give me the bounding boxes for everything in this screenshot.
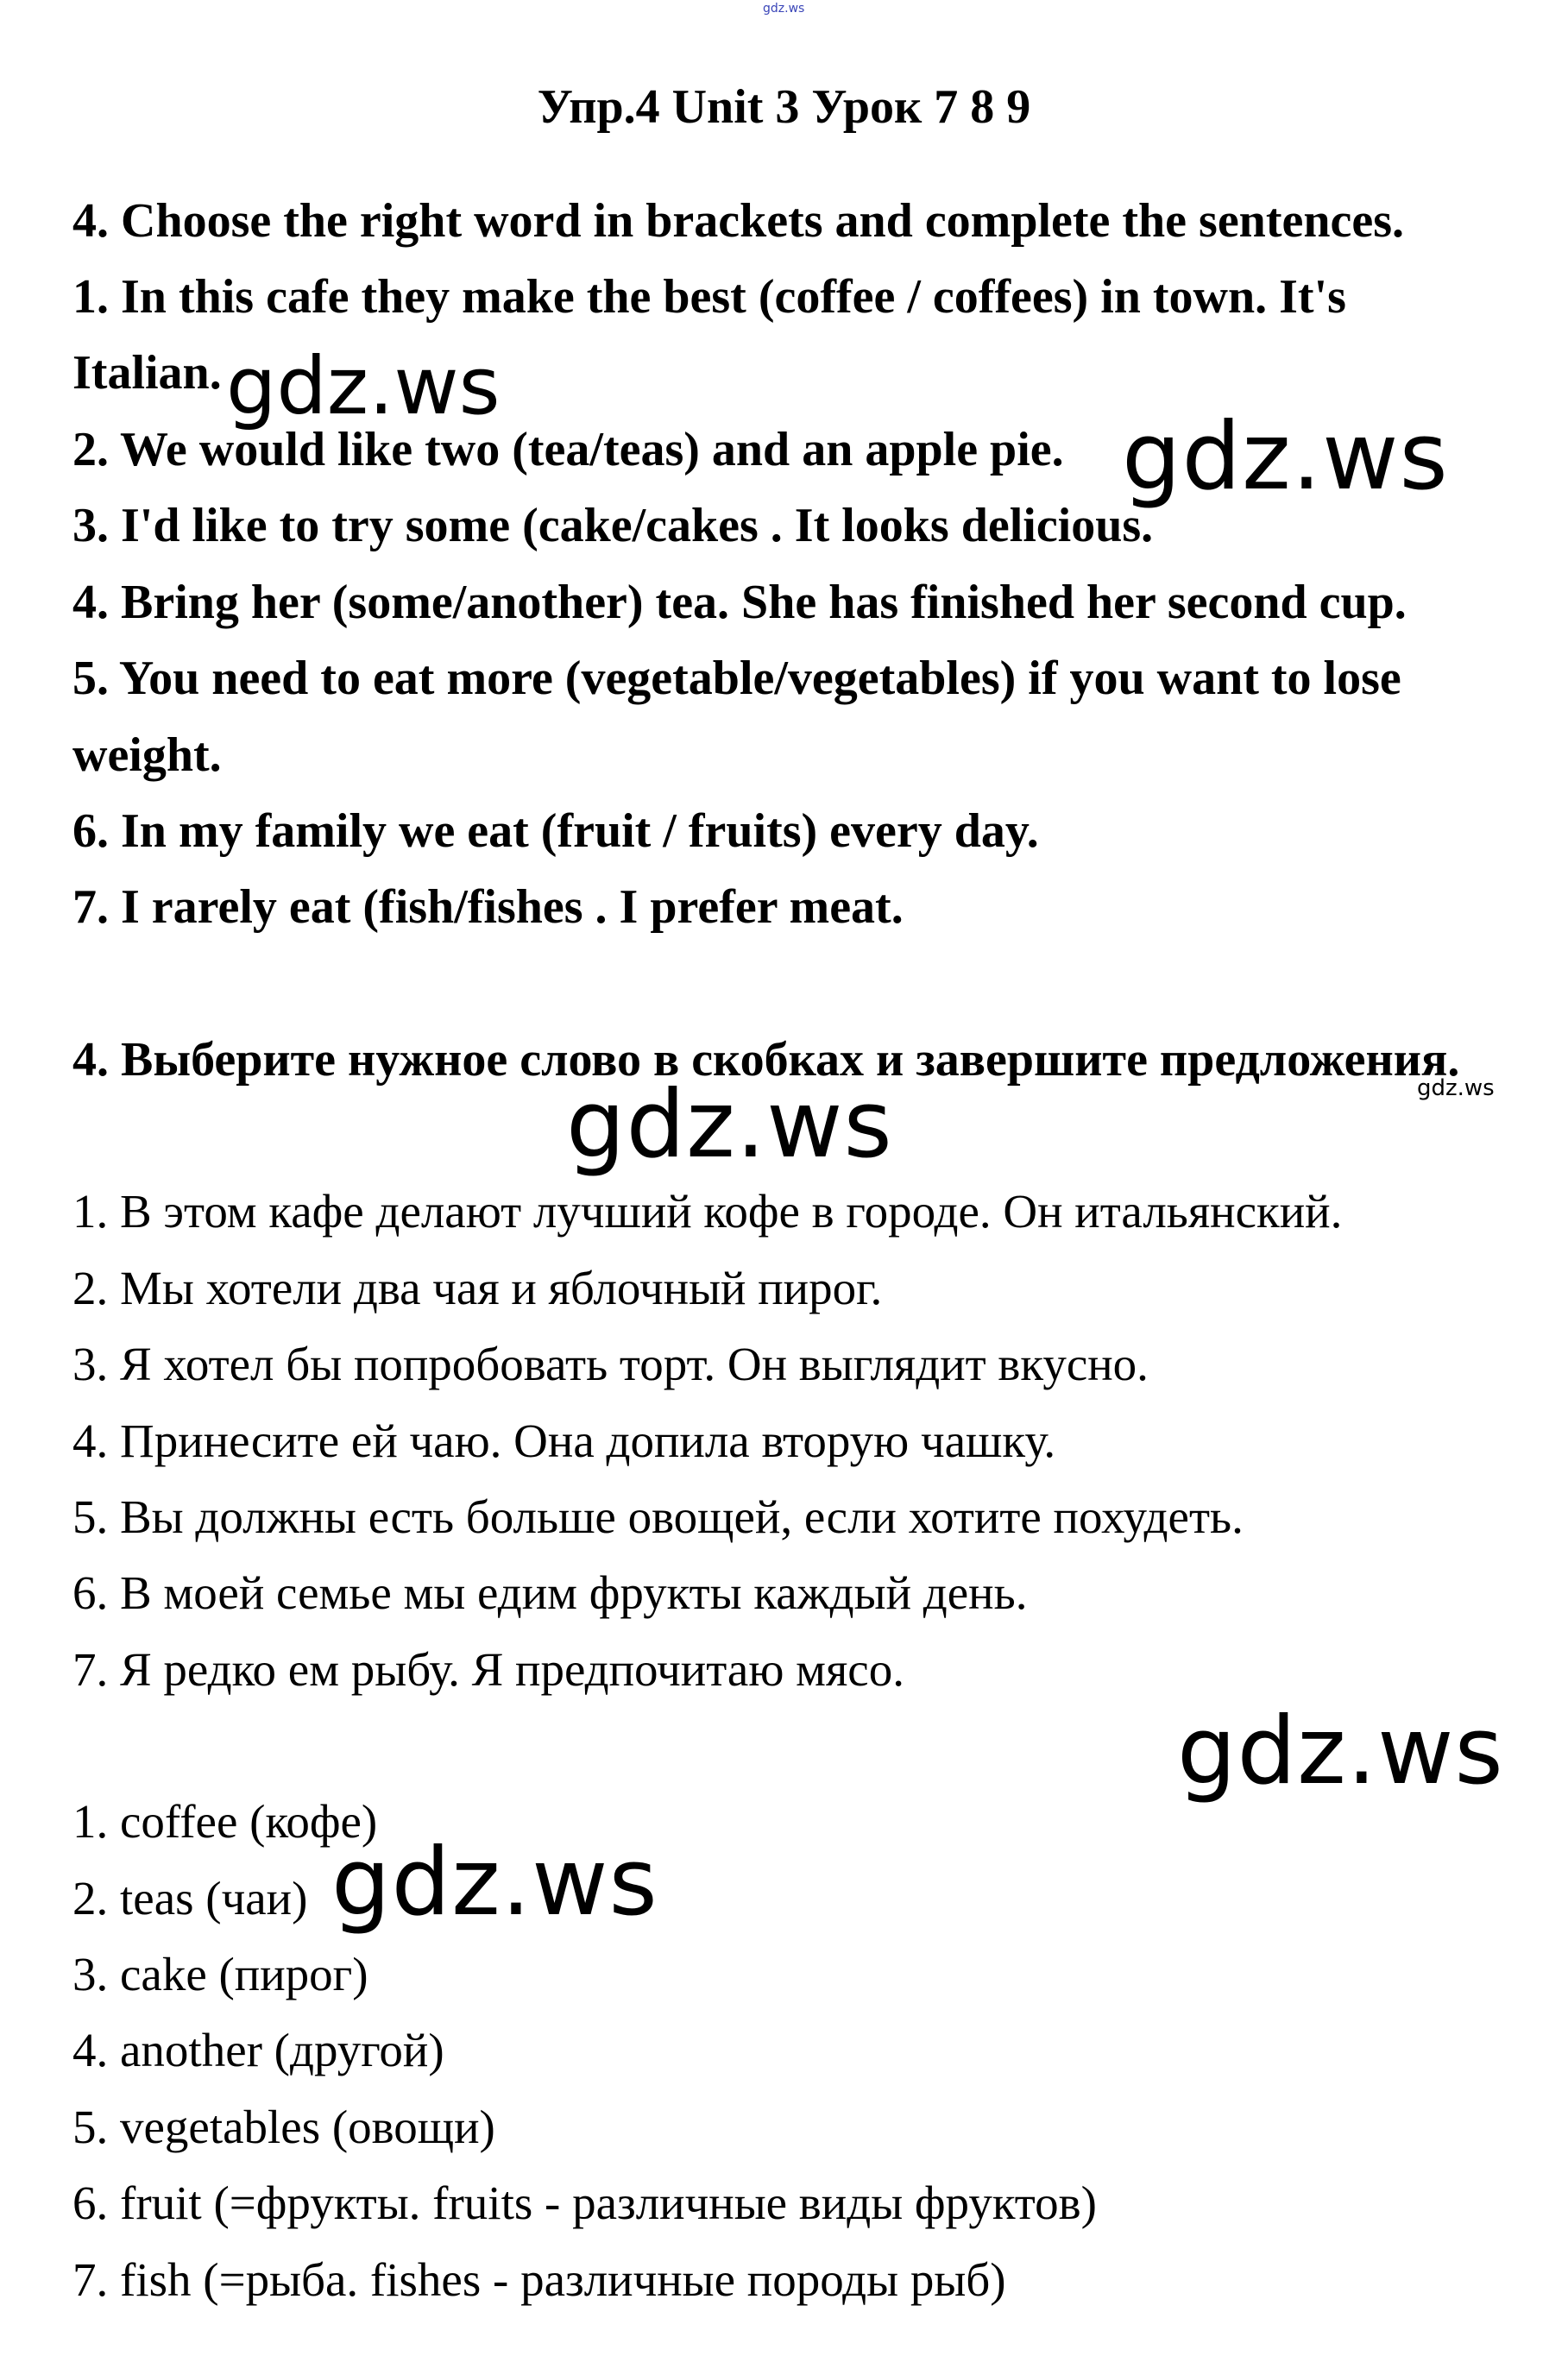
english-line-3: 3. I'd like to try some (cake/cakes . It looks delicious. <box>72 499 1154 552</box>
answer-2: 2. teas (чаи) <box>72 1872 308 1925</box>
russian-task-heading: 4. Выберите нужное слово в скобках и завершите предложения. <box>72 1033 1460 1087</box>
answer-7: 7. fish (=рыба. fishes - различные породы рыб) <box>72 2253 1006 2306</box>
russian-line-1: 1. В этом кафе делают лучший кофе в городе. Он итальянский. <box>72 1185 1343 1238</box>
english-line-1-cont: Italian. <box>72 346 222 400</box>
top-watermark: gdz.ws <box>763 2 805 16</box>
russian-line-5: 5. Вы должны есть больше овощей, если хотите похудеть. <box>72 1490 1244 1543</box>
watermark-4: gdz.ws <box>1177 1698 1504 1805</box>
answer-3: 3. cake (пирог) <box>72 1948 368 2000</box>
answer-6: 6. fruit (=фрукты. fruits - различные виды фруктов) <box>72 2177 1097 2229</box>
watermark-3: gdz.ws <box>566 1071 893 1179</box>
english-task-heading: 4. Choose the right word in brackets and complete the sentences. <box>72 194 1404 248</box>
english-line-2: 2. We would like two (tea/teas) and an apple pie. <box>72 423 1064 476</box>
english-line-4: 4. Bring her (some/another) tea. She has finished her second cup. <box>72 576 1407 629</box>
russian-line-6: 6. В моей семье мы едим фрукты каждый день. <box>72 1566 1028 1619</box>
russian-line-4: 4. Принесите ей чаю. Она допила вторую чашку. <box>72 1414 1056 1467</box>
english-line-7: 7. I rarely eat (fish/fishes . I prefer meat. <box>72 880 904 934</box>
answer-1: 1. coffee (кофе) <box>72 1795 378 1848</box>
page-title: Упр.4 Unit 3 Урок 7 8 9 <box>537 80 1031 134</box>
english-line-5: 5. You need to eat more (vegetable/vegetables) if you want to lose <box>72 652 1401 705</box>
watermark-1: gdz.ws <box>226 340 501 432</box>
watermark-2: gdz.ws <box>1122 403 1449 511</box>
watermark-5: gdz.ws <box>331 1829 658 1937</box>
answer-4: 4. another (другой) <box>72 2024 444 2076</box>
watermark-small: gdz.ws <box>1417 1075 1495 1101</box>
russian-line-7: 7. Я редко ем рыбу. Я предпочитаю мясо. <box>72 1643 904 1696</box>
answer-5: 5. vegetables (овощи) <box>72 2101 495 2153</box>
russian-line-2: 2. Мы хотели два чая и яблочный пирог. <box>72 1262 883 1314</box>
english-line-5-cont: weight. <box>72 728 222 782</box>
russian-line-3: 3. Я хотел бы попробовать торт. Он выглядит вкусно. <box>72 1338 1149 1390</box>
english-line-6: 6. In my family we eat (fruit / fruits) every day. <box>72 804 1039 858</box>
english-line-1: 1. In this cafe they make the best (coffee / coffees) in town. It's <box>72 270 1346 324</box>
